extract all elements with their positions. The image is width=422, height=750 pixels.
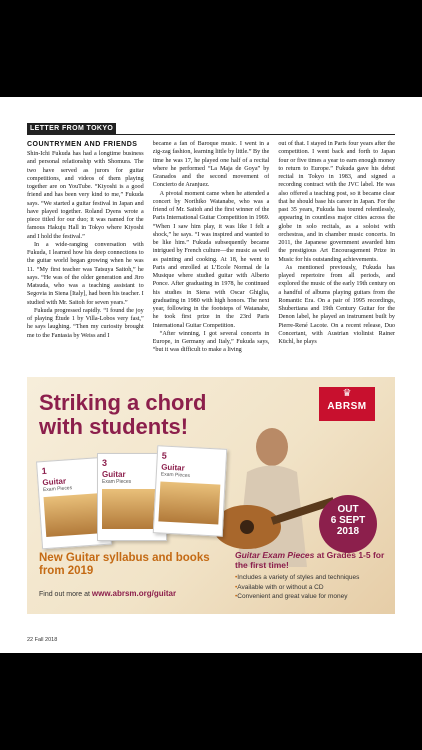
list-item: • Available with or without a CD — [235, 583, 390, 593]
paragraph: In a wide-ranging conversation with Fukuda, I learned how his deep connections to the guitar world began growing when he was 11. “My first teacher was Tatsuya Saitoh,” he says. “He was of the older generation and Jiro Matsuda, who was a teaching assistant to Segovia in Siena [Italy], had been his teacher. I studied with Mr. Saitoh for seven years.” — [27, 241, 144, 306]
article-column-1 — [27, 140, 144, 368]
abrsm-advertisement[interactable] — [27, 377, 395, 614]
book-covers — [39, 447, 229, 547]
page-footer: 22 Fall 2018 — [27, 637, 58, 643]
ad-link[interactable]: www.abrsm.org/guitar — [91, 589, 177, 598]
book-cover: 1 Guitar Exam Pieces — [36, 457, 112, 550]
paragraph: became a fan of Baroque music. I went in a zig-zag fashion, learning little by little.” By the time he was 17, he played one half of a recital where he performed “La Maja de Goya” by Granados and the second movement of Concierto de Aranjuez. — [152, 141, 270, 189]
article-column-2 — [153, 140, 270, 368]
paragraph: Fukuda progressed rapidly. “I found the joy of playing Étude 1 by Villa-Lobos very fast,” he says laughing. “Then my curiosity brought me to the Fantasia by Weiss and I — [27, 307, 144, 339]
abrsm-logo: ♛ ABRSM — [319, 387, 375, 421]
section-header — [27, 123, 395, 135]
subheading: COUNTRYMEN AND FRIENDS — [27, 141, 138, 148]
paragraph: A pivotal moment came when he attended a concert by Norihiko Watanabe, who was a friend of Mr. Saitoh and the first winner of the Paris International Guitar Competition in 1969. “When I saw him play, it was like I felt a shock,” he says. “I was inspired and wanted to be like him.” Fukuda subsequently became intrigued by French culture—the music as well as painting and cooking. At 18, he went to Paris and enrolled at L’Ecole Normal de la Musique where studied guitar with Alberto Ponce. After graduating in 1978, he continued his studies in Siena with Oscar Ghiglia, graduating in 1980 with high honors. The next year, following in the footsteps of Watanabe, he took first prize in the 23rd Paris International Guitar Competition. — [152, 190, 270, 329]
paragraph: out of that. I stayed in Paris four years after the competition. I went back and forth to Japan four or five times a year to earn enough money to return to Europe.” Fukuda gave his debut recital in Tokyo in 1983, and signed a recording contract with the JVC label. He was also offered a teaching post, so it became clear that he should base his career in Japan. For the past 35 years, Fukuda has toured relentlessly, appearing in countless major cities across the globe in solo recitals, as a soloist with orchestras, and in chamber music concerts. In 2011, the Japanese government awarded him the prestigious Art Encouragement Prize in Music for his outstanding achievements. — [278, 141, 396, 263]
list-item: • Includes a variety of styles and techniques — [235, 573, 390, 583]
paragraph: As mentioned previously, Fukuda has played repertoire from all periods, and explored the music of the early 19th century on a handful of albums playing guitars from the Romantic Era. On a pair of 1995 recordings, Shubertiana and 19th Century Guitar for the Denon label, he played an instrument built by Pierre-René Lacote. On a recent release, Duo Concertant, with Austrian violinist Rainer Küchl, he plays — [278, 264, 396, 345]
article-column-3 — [278, 140, 395, 368]
section-label: LETTER FROM TOKYO — [27, 123, 116, 134]
ad-headline: Striking a chord with students! — [39, 390, 207, 439]
book-art — [158, 481, 220, 524]
book-cover: 5 Guitar Exam Pieces — [153, 445, 228, 537]
crest-icon: ♛ — [342, 388, 352, 399]
release-date-badge: OUT 6 SEPT 2018 — [319, 495, 377, 553]
syllabus-tagline: New Guitar syllabus and books from 2019 — [39, 552, 210, 577]
magazine-page — [0, 97, 422, 653]
article-columns — [27, 140, 395, 368]
paragraph: Shin-Ichi Fukuda has had a longtime business and personal relationship with Shomura. The two have served as jurors for guitar competitions, and videos of them playing together are on YouTube. “Kiyoshi is a good friend and has been very kind to me,” Fukuda says. “We started a guitar festival in Japan and have played together. Roland Dyens wrote a piece titled for our duo; it was named for the famous Hakuju Hall in Tokyo where Kiyoshi and I hold the festival.” — [27, 151, 144, 240]
list-item: • Convenient and great value for money — [235, 592, 390, 602]
book-cover: 3 Guitar Exam Pieces — [97, 453, 167, 541]
exam-pieces-title: Guitar Exam Pieces at Grades 1-5 for the first time! — [235, 550, 385, 570]
paragraph: “After winning, I got several concerts in Europe, in Germany and Italy,” Fukuda says, “but it was difficult to make a living — [152, 330, 270, 354]
feature-list — [235, 573, 390, 602]
find-out-more: Find out more at www.abrsm.org/guitar — [39, 589, 177, 598]
